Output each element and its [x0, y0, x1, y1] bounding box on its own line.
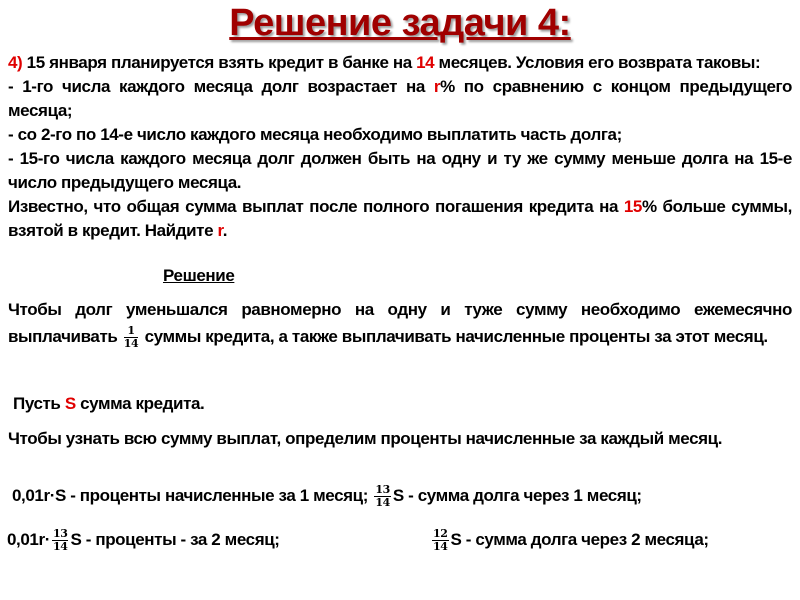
- numerator: 1: [124, 325, 139, 338]
- text: S - сумма долга через 2 месяца;: [450, 529, 709, 549]
- slide-title: Решение задачи 4:: [229, 2, 571, 44]
- text: - 15-го числа каждого месяца долг должен быть на одну и ту же сумму меньше долга на 15-е число предыдущего месяца.: [8, 149, 792, 192]
- solution-paragraph-3: Чтобы узнать всю сумму выплат, определим проценты начисленные за каждый месяц.: [8, 429, 723, 448]
- highlight: S: [64, 394, 76, 413]
- text: 0,01r·S - проценты начисленные за 1 месяц;: [12, 485, 368, 505]
- numerator: 13: [52, 527, 68, 540]
- text: - со 2-го по 14-е число каждого месяца необходимо выплатить часть долга;: [8, 125, 622, 144]
- text: месяцев. Условия его возврата таковы:: [434, 53, 761, 72]
- numerator: 13: [375, 483, 390, 496]
- solution-paragraph-1: [8, 296, 792, 350]
- highlight: 14: [416, 53, 435, 72]
- fraction: [432, 528, 449, 553]
- solution-paragraph-2: [13, 394, 204, 414]
- problem-number: 4): [8, 53, 23, 72]
- text: S - проценты - за 2 месяц;: [70, 529, 280, 549]
- text: .: [222, 221, 228, 240]
- fraction: [374, 484, 391, 509]
- denominator: 14: [52, 540, 68, 553]
- text: - 1-го числа каждого месяца долг возрастает на: [8, 77, 434, 96]
- text: % по сравнению с концом предыдущего месяца;: [8, 77, 793, 120]
- fraction: [52, 528, 69, 553]
- numerator: 12: [433, 527, 448, 540]
- denominator: 14: [433, 540, 448, 553]
- text: 0,01r·: [7, 529, 50, 549]
- text: S - сумма долга через 1 месяц;: [392, 485, 642, 505]
- denominator: 14: [123, 337, 139, 351]
- denominator: 14: [375, 496, 390, 509]
- highlight: r: [433, 77, 441, 96]
- fraction: [124, 325, 139, 350]
- text: Чтобы долг уменьшался равномерно на одну и туже сумму необходимо ежемесячно выплачивать: [8, 300, 792, 346]
- problem-statement: [8, 51, 792, 243]
- text: Известно, что общая сумма выплат после полного погашения кредита на: [8, 197, 624, 216]
- text: Пусть: [13, 394, 65, 413]
- solution-heading: Решение: [163, 266, 235, 285]
- equation-line-1: [12, 484, 642, 509]
- highlight: r: [217, 221, 223, 240]
- text: 15 января планируется взять кредит в банке на: [22, 53, 417, 72]
- equation-line-2b: [430, 528, 709, 553]
- text: суммы кредита, а также выплачивать начисленные проценты за этот месяц.: [140, 327, 768, 346]
- equation-line-2a: [7, 528, 280, 553]
- highlight: 15: [623, 197, 642, 216]
- text: % больше суммы, взятой в кредит. Найдите: [8, 197, 792, 240]
- text: сумма кредита.: [75, 394, 205, 413]
